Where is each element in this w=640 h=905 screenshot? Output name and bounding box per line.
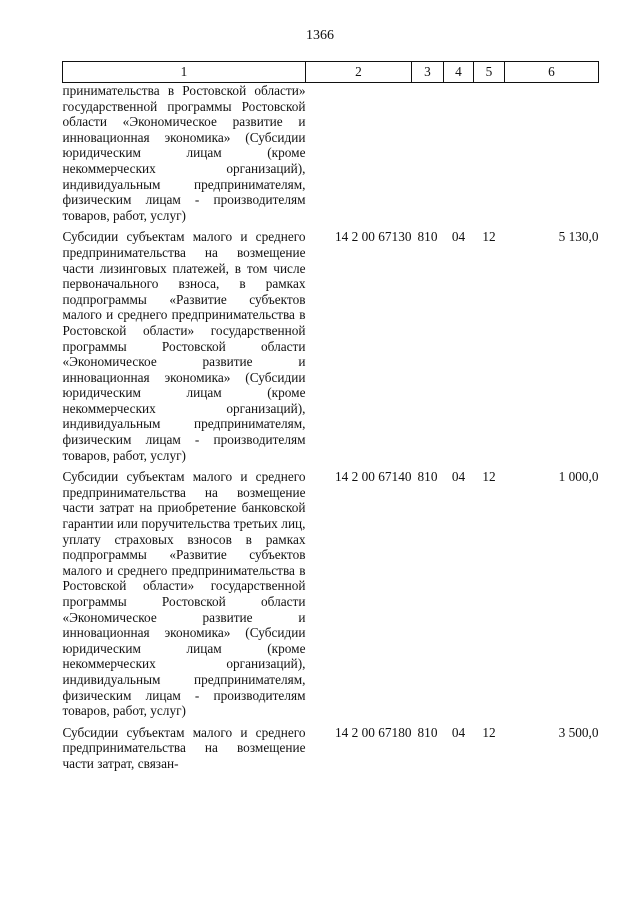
row-description: Субсидии субъектам малого и среднего предпринимательства на возмещение части затрат на приобретение банковской гарантии или поручительства третьих лиц, уплату страховых взносов в рамках подпрограммы «Развитие субъектов малого и среднего предпринимательства в Ростовской области» государственной программы Ростовской области «Экономическое развитие и инновационная экономика» (Субсидии юридическим лицам (кроме некоммерческих организаций), индивидуальным предпринимателям, физическим лицам - производителям товаров, работ, услуг) bbox=[62, 469, 306, 719]
row-section: 04 bbox=[451, 469, 466, 485]
row-amount-empty bbox=[505, 83, 599, 224]
column-header-3: 3 bbox=[412, 62, 444, 83]
row-vr-empty bbox=[412, 83, 444, 224]
row-subsection: 12 bbox=[482, 724, 496, 740]
table-row-continuation bbox=[63, 83, 599, 224]
row-subsection: 12 bbox=[482, 469, 496, 485]
row-amount: 1 000,0 bbox=[558, 469, 599, 485]
row-expense-type: 810 bbox=[417, 229, 438, 245]
row-target-code: 14 2 00 67140 bbox=[335, 469, 412, 485]
column-header-1: 1 bbox=[63, 62, 306, 83]
row-section: 04 bbox=[451, 229, 466, 245]
row-rz-empty bbox=[444, 83, 474, 224]
row-section: 04 bbox=[451, 724, 466, 740]
row-target-code: 14 2 00 67180 bbox=[335, 724, 412, 740]
table-row bbox=[63, 463, 599, 719]
column-header-4: 4 bbox=[444, 62, 474, 83]
row-code-empty bbox=[306, 83, 412, 224]
row-description: принимательства в Ростовской области» государственной программы Ростовской области «Экономическое развитие и инновационная экономика» (Субсидии юридическим лицам (кроме некоммерческих организаций), индивидуальным предпринимателям, физическим лицам - производителям товаров, работ, услуг) bbox=[62, 83, 306, 223]
row-expense-type: 810 bbox=[417, 469, 438, 485]
row-description: Субсидии субъектам малого и среднего предпринимательства на возмещение части лизинговых платежей, в том числе первоначального взноса, в рамках подпрограммы «Развитие субъектов малого и среднего предпринимательства в Ростовской области» государственной программы Ростовской области «Экономическое развитие и инновационная экономика» (Субсидии юридическим лицам (кроме некоммерческих организаций), индивидуальным предпринимателям, физическим лицам - производителям товаров, работ, услуг) bbox=[62, 229, 306, 463]
budget-table bbox=[62, 61, 599, 772]
row-pr-empty bbox=[474, 83, 505, 224]
table-header-row bbox=[63, 62, 599, 83]
row-description: Субсидии субъектам малого и среднего предпринимательства на возмещение части затрат, связан- bbox=[62, 724, 306, 771]
row-target-code: 14 2 00 67130 bbox=[335, 229, 412, 245]
page-number: 1366 bbox=[306, 28, 334, 43]
table-row bbox=[63, 719, 599, 772]
row-subsection: 12 bbox=[482, 229, 496, 245]
column-header-6: 6 bbox=[505, 62, 599, 83]
column-header-5: 5 bbox=[474, 62, 505, 83]
row-expense-type: 810 bbox=[417, 724, 438, 740]
row-amount: 3 500,0 bbox=[558, 724, 599, 740]
row-amount: 5 130,0 bbox=[558, 229, 599, 245]
column-header-2: 2 bbox=[306, 62, 412, 83]
table-row bbox=[63, 223, 599, 463]
